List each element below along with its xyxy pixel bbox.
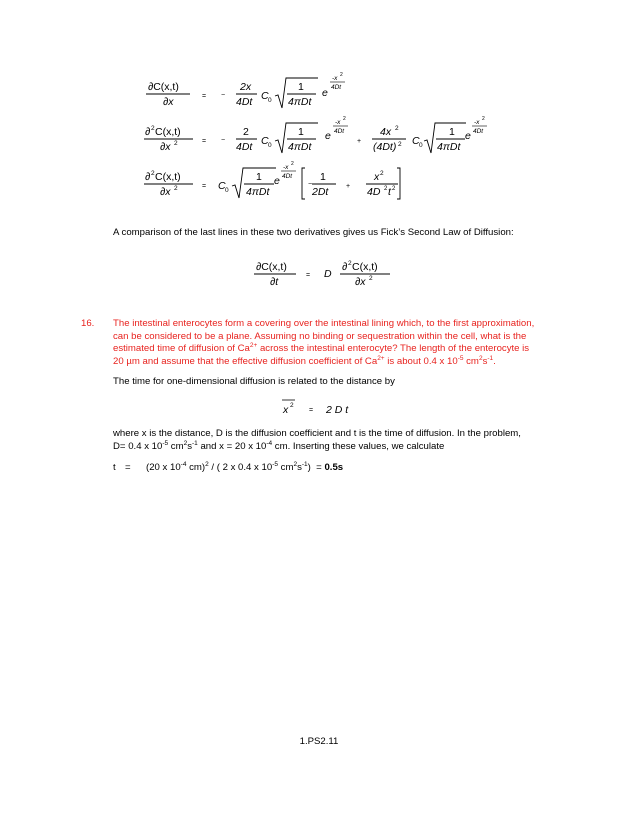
eq2-exp2-numerator-sup: 2: [482, 116, 485, 122]
where-line-1: where x is the distance, D is the diffusion coefficient and t is the time of diffusion. In the problem,: [113, 428, 521, 439]
eq2-lhs-numerator: C(x,t): [155, 126, 181, 138]
eq3-lhs-denominator-sup: 2: [174, 185, 178, 192]
eq3-frac1-denominator: 2Dt: [312, 186, 329, 198]
eq1-coef-c: C: [261, 90, 269, 102]
eq3-right-bracket: [397, 168, 400, 199]
eq3-minus: −: [308, 181, 313, 188]
eq1-frac-denominator: 4Dt: [236, 96, 253, 108]
eq2-frac2-denominator-sup: 2: [398, 141, 402, 148]
eq2-exp-numerator-sup: 2: [343, 116, 346, 122]
eq2-lhs-partial-sup: 2: [151, 125, 155, 132]
fick-rhs-numerator: C(x,t): [352, 261, 378, 273]
eq1-exp-numerator: -x: [332, 75, 338, 82]
problem-line-1: The intestinal enterocytes form a covering over the intestinal lining which, to the first approximation,: [113, 318, 535, 329]
where-paragraph: [113, 428, 593, 453]
eq1-lhs-denominator: ∂x: [163, 96, 174, 108]
eq2-sqrt2-denominator: 4πDt: [437, 141, 461, 153]
eq1-coef-sub: 0: [268, 97, 272, 104]
comparison-text: A comparison of the last lines in these two derivatives gives us Fick’s Second Law of Diffusion:: [113, 227, 514, 238]
eq3-exp-numerator: -x: [283, 164, 289, 171]
eq1-equals: =: [202, 93, 207, 100]
diff-lhs-x: x: [283, 404, 289, 416]
eq2-lhs-denominator: ∂x: [160, 141, 171, 153]
diff-rhs: 2 D t: [326, 404, 349, 416]
eq3-frac2-denominator-sup1: 2: [384, 186, 388, 192]
equation-diffusion-distance: [0, 396, 638, 426]
eq3-exp-base: e: [274, 175, 280, 187]
eq1-exp-base: e: [322, 87, 328, 99]
eq1-frac-numerator: 2x: [240, 81, 252, 93]
eq2-coef-sub: 0: [268, 142, 272, 149]
calc-equals: =: [125, 462, 131, 473]
eq1-exp-denominator: 4Dt: [331, 84, 342, 91]
problem-line-4: 20 µm and assume that the effective diffusion coefficient of $Ca^{2+}$ is about 0.4 x $10^{-5}$ $cm^2s^{-1}$.: [113, 354, 496, 367]
fick-rhs-denominator: ∂x: [355, 276, 366, 288]
eq2-lhs-partial: ∂: [145, 126, 151, 138]
eq2-plus: +: [357, 138, 362, 145]
eq1-exp-numerator-sup: 2: [340, 72, 343, 78]
eq3-equals: =: [202, 183, 207, 190]
eq1-lhs-numerator: ∂C(x,t): [148, 81, 179, 93]
eq3-frac2-numerator-sup: 2: [380, 170, 384, 177]
eq2-equals: =: [202, 138, 207, 145]
eq3-coef-sub: 0: [225, 187, 229, 194]
fick-diffusion-coefficient: D: [324, 268, 332, 280]
eq2-coef-c: C: [261, 135, 269, 147]
eq3-frac2-denominator-t: t: [388, 186, 391, 198]
problem-statement: [113, 318, 583, 368]
eq3-frac2-numerator: x: [374, 171, 380, 183]
eq3-plus: +: [346, 183, 351, 190]
eq2-exp2-base: e: [465, 130, 471, 142]
eq2-frac2-denominator: (4Dt): [373, 141, 397, 153]
problem-number: 16.: [81, 318, 95, 329]
calc-t-label: t: [113, 462, 116, 473]
relation-paragraph: [113, 376, 593, 389]
eq2-frac-denominator: 4Dt: [236, 141, 253, 153]
eq3-lhs-partial-sup: 2: [151, 170, 155, 177]
eq3-sqrt-numerator: 1: [256, 171, 262, 183]
equation-d2c-dx2-result: [144, 161, 400, 199]
relation-text: The time for one-dimensional diffusion is related to the distance by: [113, 376, 395, 387]
eq2-sqrt2-numerator: 1: [449, 126, 455, 138]
eq2-frac-numerator: 2: [243, 126, 249, 138]
eq3-sqrt-denominator: 4πDt: [246, 186, 270, 198]
eq3-frac2-denominator: 4D: [367, 186, 381, 198]
eq2-lhs-denominator-sup: 2: [174, 140, 178, 147]
eq2-exp-denominator: 4Dt: [334, 128, 345, 135]
fick-lhs-denominator: ∂t: [270, 276, 279, 288]
problem-line-2: can be considered to be a plane. Assuming no binding or sequestration within the cell, what is the: [113, 330, 527, 342]
comparison-paragraph: [113, 227, 593, 240]
equations-svg: [0, 0, 638, 300]
eq2-coef2-sub: 0: [419, 142, 423, 149]
eq1-minus: −: [221, 92, 226, 99]
eq3-frac1-numerator: 1: [320, 171, 326, 183]
where-line-2: D= 0.4 x $10^{-5}$ $cm^2s^{-1}$ and x = 20 x $10^{-4}$ cm. Inserting these values, we calculate: [113, 439, 445, 452]
eq1-sqrt-numerator: 1: [298, 81, 304, 93]
calc-result: 0.5s: [324, 462, 344, 473]
eq3-frac2-denominator-sup2: 2: [392, 186, 396, 192]
eq3-lhs-partial: ∂: [145, 171, 151, 183]
diff-lhs-sup: 2: [290, 402, 294, 409]
eq2-exp2-denominator: 4Dt: [473, 128, 484, 135]
eq2-frac2-numerator-sup: 2: [395, 125, 399, 132]
calc-expression: (20 x $10^{-4}$ cm)$^2$ / ( 2 x 0.4 x $10^{-5}$ $cm^2s^{-1}) = 0.5s$: [146, 461, 344, 473]
eq1-sqrt-denominator: 4πDt: [288, 96, 312, 108]
eq2-frac2-numerator: 4x: [380, 126, 392, 138]
eq2-coef2-c: C: [412, 135, 420, 147]
equation-ficks-second-law: [254, 260, 390, 288]
problem-line-3: estimated time of diffusion of $Ca^{2+}$ across the intestinal enterocyte? The length of the enterocyte is: [113, 342, 530, 355]
diff-equals: =: [309, 407, 314, 414]
eq3-exp-numerator-sup: 2: [291, 161, 294, 167]
eq3-exp-denominator: 4Dt: [282, 173, 293, 180]
eq2-exp-numerator: -x: [335, 119, 341, 126]
page-footer: 1.PS2.11: [299, 736, 339, 747]
eq3-lhs-numerator: C(x,t): [155, 171, 181, 183]
equation-dc-dx: [146, 72, 345, 108]
eq3-lhs-denominator: ∂x: [160, 186, 171, 198]
eq3-left-bracket: [302, 168, 305, 199]
fick-rhs-denominator-sup: 2: [369, 275, 373, 282]
eq2-sqrt-denominator: 4πDt: [288, 141, 312, 153]
fick-rhs-partial-sup: 2: [348, 260, 352, 267]
eq3-coef-c: C: [218, 180, 226, 192]
fick-rhs-partial: ∂: [342, 261, 348, 273]
eq2-exp2-numerator: -x: [474, 119, 480, 126]
equation-d2c-dx2-step: [144, 116, 487, 153]
eq2-minus: −: [221, 137, 226, 144]
eq2-sqrt-numerator: 1: [298, 126, 304, 138]
eq2-exp-base: e: [325, 130, 331, 142]
fick-equals: =: [306, 272, 311, 279]
fick-lhs-numerator: ∂C(x,t): [256, 261, 287, 273]
